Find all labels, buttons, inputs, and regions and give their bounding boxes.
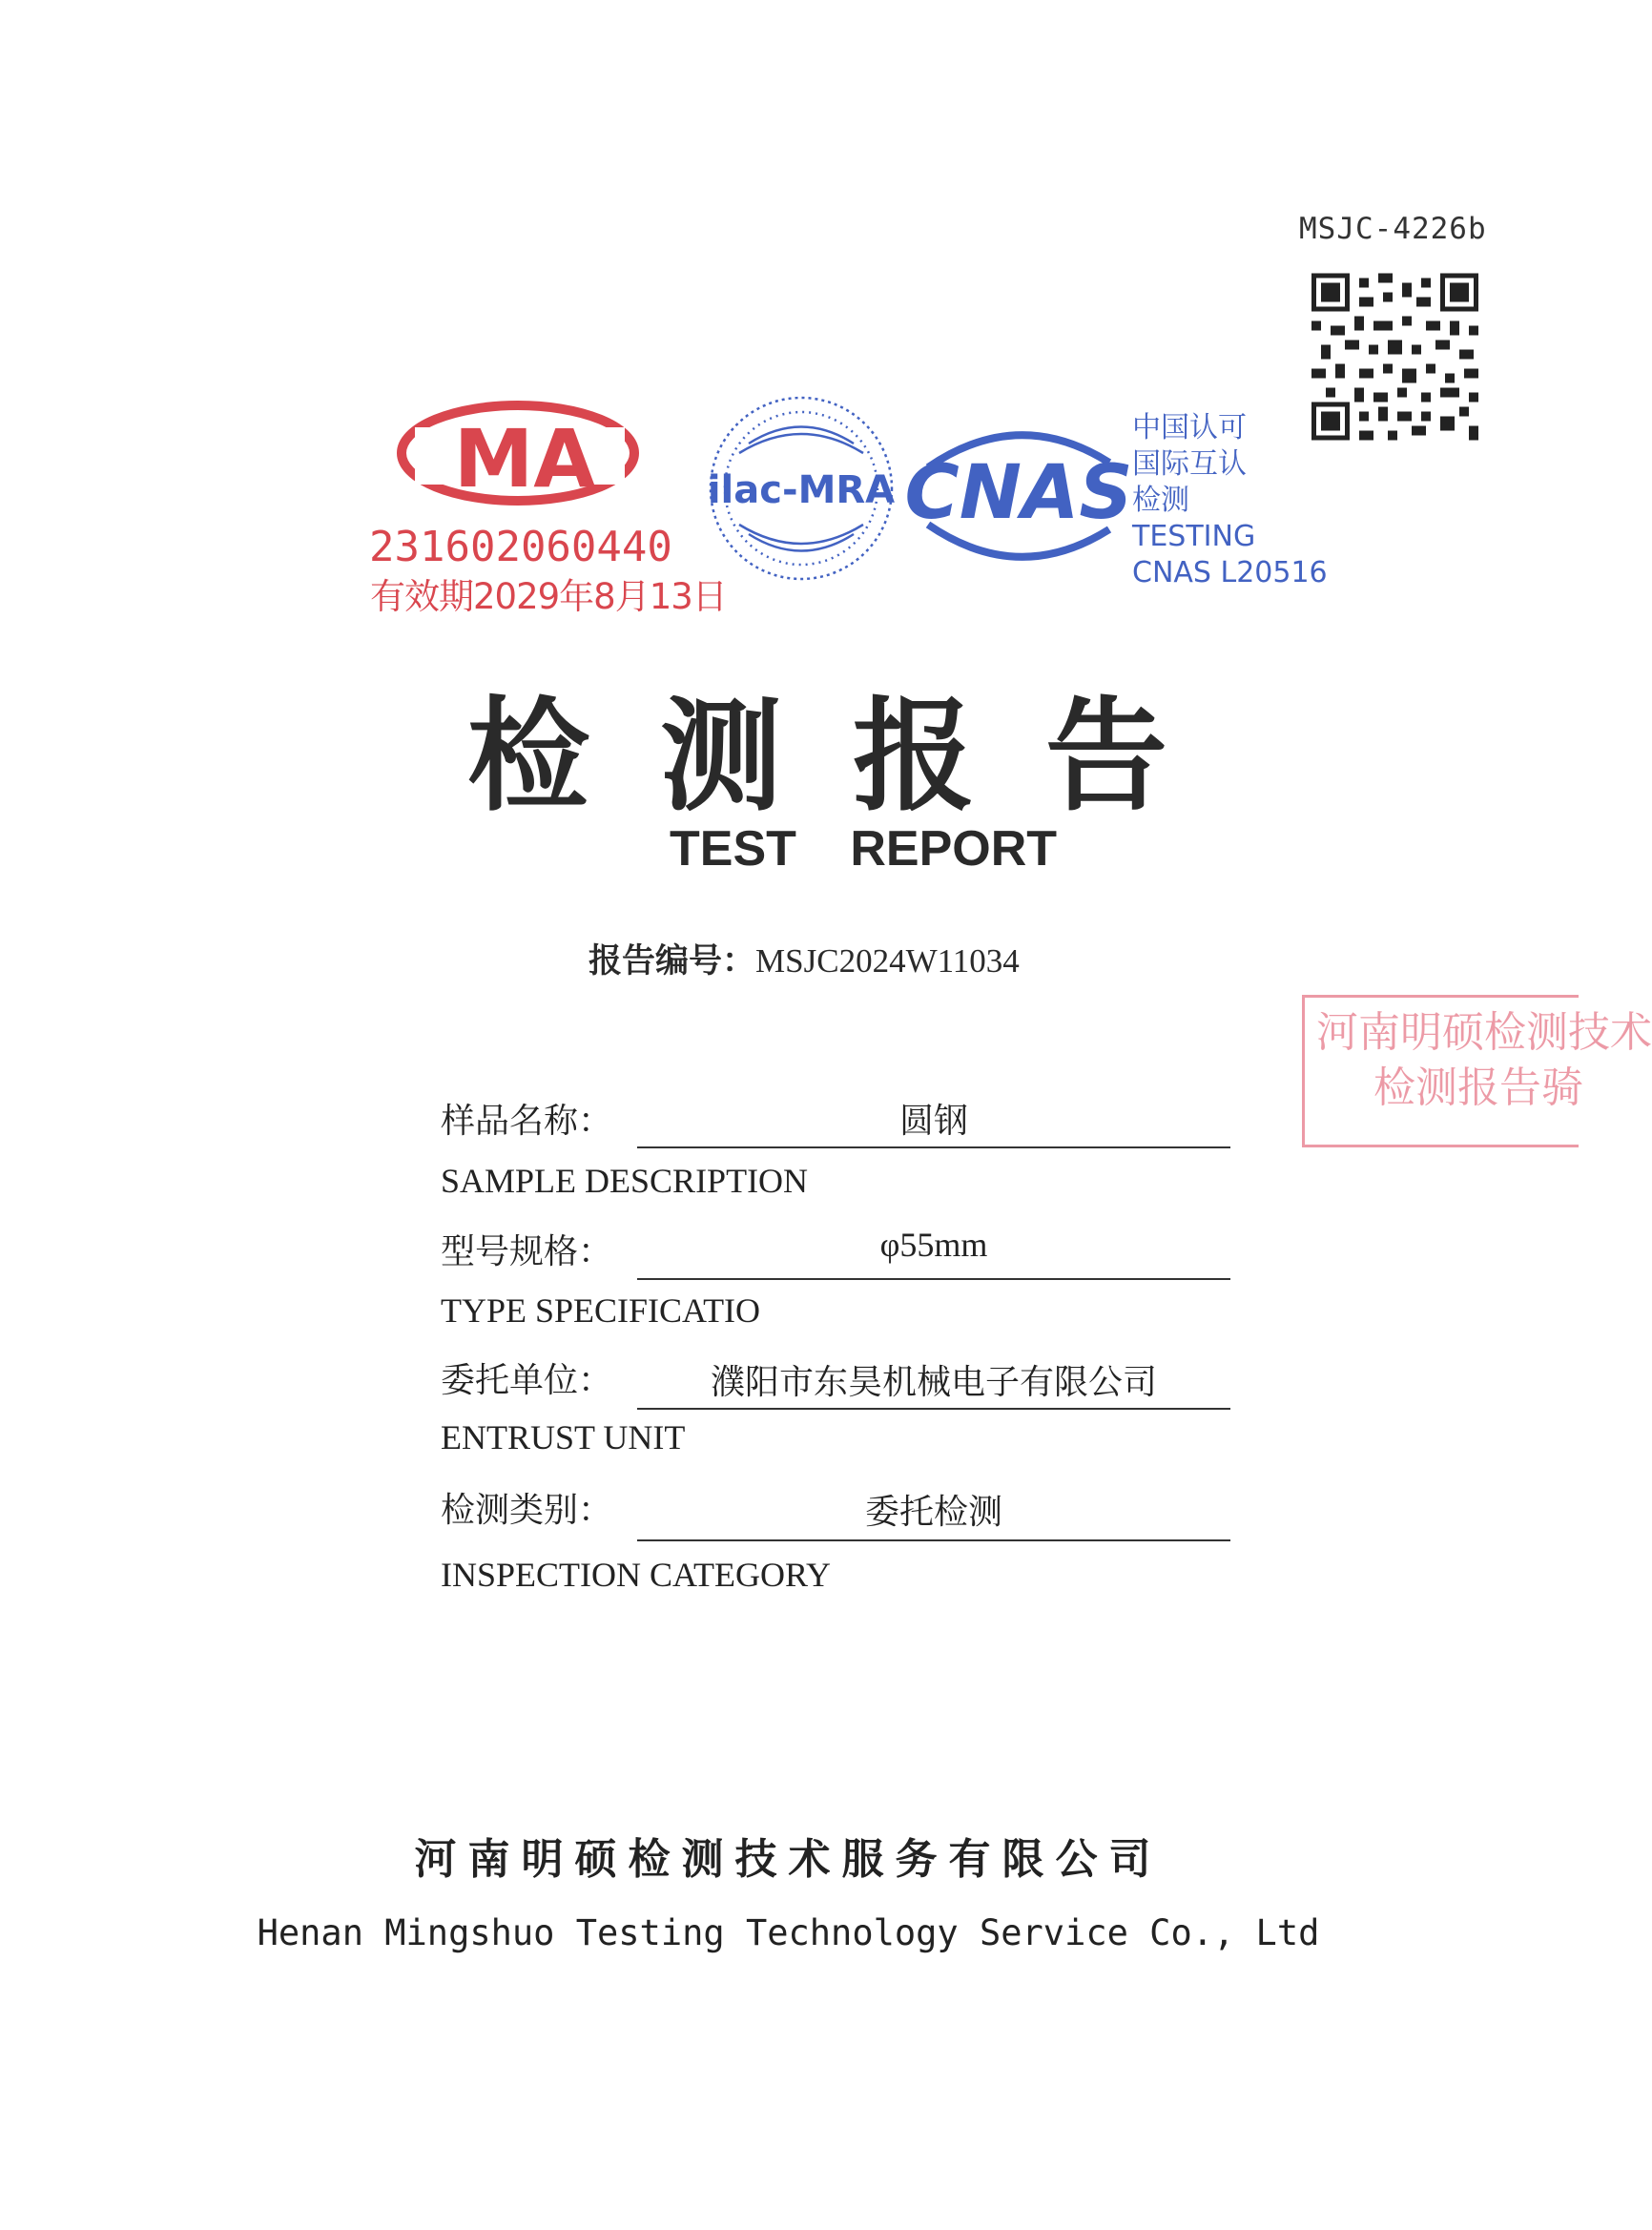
company-name-en: Henan Mingshuo Testing Technology Service Co., Ltd	[257, 1912, 1320, 1953]
inspection-category-label-en: INSPECTION CATEGORY	[441, 1556, 832, 1594]
sample-description-label-en: SAMPLE DESCRIPTION	[441, 1162, 809, 1200]
ilac-logo-text: ilac-MRA	[707, 468, 896, 512]
cnas-line-4: TESTING	[1132, 520, 1256, 553]
company-seal-stamp	[1302, 995, 1652, 1147]
inspection-category-label-cn: 检测类别：	[441, 1491, 613, 1530]
sample-description-underline	[637, 1146, 1230, 1148]
cnas-line-2: 国际互认	[1132, 447, 1247, 481]
sample-description-label-cn: 样品名称：	[441, 1102, 613, 1141]
document-code: MSJC-4226b	[1299, 212, 1487, 246]
entrust-unit-label-en: ENTRUST UNIT	[441, 1418, 686, 1456]
type-specification-label-en: TYPE SPECIFICATIO	[441, 1291, 761, 1330]
cnas-logo-text: CNAS	[904, 450, 1133, 536]
cma-logo-text: MA	[453, 412, 596, 506]
cnas-accreditation-text	[1132, 410, 1328, 591]
cma-number: 231602060440	[369, 523, 672, 571]
cnas-logo	[904, 405, 1133, 582]
cnas-line-1: 中国认可	[1132, 411, 1247, 444]
type-specification-underline	[637, 1278, 1230, 1280]
type-specification-value: φ55mm	[879, 1226, 988, 1264]
qr-code	[1311, 272, 1478, 442]
inspection-category-value: 委托检测	[864, 1493, 1002, 1532]
inspection-category-underline	[637, 1539, 1230, 1541]
company-name-cn: 河南明硕检测技术服务有限公司	[414, 1835, 1163, 1884]
sample-description-value: 圆钢	[898, 1102, 968, 1141]
seal-line-1: 河南明硕检测技术	[1316, 1008, 1652, 1057]
seal-line-2: 检测报告骑	[1373, 1063, 1583, 1112]
entrust-unit-value: 濮阳市东昊机械电子有限公司	[710, 1363, 1157, 1402]
report-number-label: 报告编号：	[589, 942, 756, 981]
report-title-en: TEST REPORT	[670, 821, 1058, 877]
cma-validity: 有效期2029年8月13日	[370, 576, 727, 617]
ilac-mra-logo	[701, 386, 901, 591]
cnas-line-5: CNAS L20516	[1132, 556, 1328, 589]
type-specification-label-cn: 型号规格：	[441, 1232, 613, 1271]
cnas-line-3: 检测	[1132, 484, 1189, 517]
report-title-cn: 检测报告	[467, 685, 1239, 828]
entrust-unit-underline	[637, 1408, 1230, 1410]
report-number-value: MSJC2024W11034	[755, 942, 1020, 980]
report-number	[589, 935, 1020, 982]
entrust-unit-label-cn: 委托单位：	[441, 1361, 613, 1400]
